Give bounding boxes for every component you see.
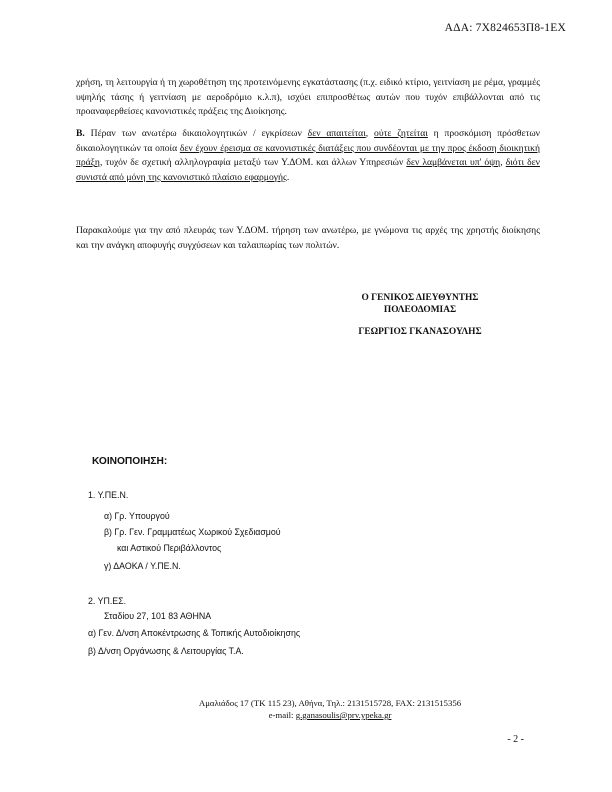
paragraph-request: Παρακαλούμε για την από πλευράς των Υ.ΔΟΜ. τήρηση των ανωτέρω, με γνώμονα τις αρχές της χρηστής διοίκησης και την ανάγκη αποφυγής συγχύσεων και ταλαιπωρίας των πολιτών. xyxy=(76,225,540,251)
distribution-group-2: 2. ΥΠ.ΕΣ. xyxy=(88,596,127,606)
paragraph-b-label: Β. xyxy=(76,128,85,139)
paragraph-b-text-6: . xyxy=(286,171,290,183)
distribution-group-2-address: Σταδίου 27, 101 83 ΑΘΗΝΑ xyxy=(104,611,212,621)
ada-code: ΑΔΑ: 7Χ824653Π8-1ΕΧ xyxy=(444,22,566,34)
signature-name: ΓΕΩΡΓΙΟΣ ΓΚΑΝΑΣΟΥΛΗΣ xyxy=(358,327,482,337)
footer-email-link[interactable]: g.ganasoulis@prv.ypeka.gr xyxy=(295,710,392,720)
footer-email-line xyxy=(100,710,560,721)
distribution-heading: ΚΟΙΝΟΠΟΙΗΣΗ: xyxy=(92,456,168,467)
footer-email-label: e-mail: xyxy=(268,710,296,720)
footer-address: Αμαλιάδος 17 (ΤΚ 115 23), Αθήνα, Τηλ.: 2131515728, FAX: 2131515356 xyxy=(198,698,462,708)
paragraph-b-underline-3: δεν έχουν έρεισμα σε κανονιστικές διατάξεις που συνδέονται με την προς έκδοση διοικητική πράξη xyxy=(76,142,540,169)
paragraph-b-text-5: , xyxy=(500,157,506,169)
paragraph-continuation: χρήση, τη λειτουργία ή τη χωροθέτηση της προτεινόμενης εγκατάστασης (π.χ. ειδικό κτίριο, γειτνίαση με ρέμα, γραμμές υψηλής τάσης ή γειτνίαση με αεροδρόμιο κ.λ.π), ισχύει επιπροσθέτως αυτών που τυχόν επιβάλλονται από τις προαναφερθείσες κανονιστικές πράξεις της Διοίκησης. xyxy=(76,77,540,118)
distribution-item-1b-line2: και Αστικού Περιβάλλοντος xyxy=(117,543,222,553)
paragraph-b-text-2: , xyxy=(365,128,375,139)
distribution-group-1: 1. Υ.ΠΕ.Ν. xyxy=(88,490,129,500)
distribution-item-1c: γ) ΔΑΟΚΑ / Υ.ΠΕ.Ν. xyxy=(104,561,181,571)
signature-title-line-2: ΠΟΛΕΟΔΟΜΙΑΣ xyxy=(383,305,457,315)
paragraph-b-text-4: , τυχόν δε σχετική αλληλογραφία μεταξύ των Υ.ΔΟΜ. και άλλων Υπηρεσιών xyxy=(99,157,407,169)
paragraph-b xyxy=(76,127,540,185)
signature-title xyxy=(300,292,540,316)
paragraph-b-underline-4: δεν λαμβάνεται υπ' όψη xyxy=(406,157,501,169)
signature-title-line-1: Ο ΓΕΝΙΚΟΣ ΔΙΕΥΘΥΝΤΗΣ xyxy=(361,293,479,303)
distribution-item-2b: β) Δ/νση Οργάνωσης & Λειτουργίας Τ.Α. xyxy=(88,646,244,656)
distribution-item-1a: α) Γρ. Υπουργού xyxy=(104,511,170,521)
paragraph-b-text-3: η προσκόμιση πρόσθετων δικαιολογητικών τα οποία xyxy=(76,128,541,154)
paragraph-b-underline-5: διότι δεν συνιστά από μόνη της κανονιστικό πλαίσιο εφαρμογής xyxy=(76,157,541,183)
page-number: - 2 - xyxy=(507,734,524,745)
paragraph-b-text-1: Πέραν των ανωτέρω δικαιολογητικών / εγκρίσεων xyxy=(84,128,308,139)
paragraph-b-underline-1: δεν απαιτείται xyxy=(307,128,366,139)
distribution-item-2a: α) Γεν. Δ/νση Αποκέντρωσης & Τοπικής Αυτοδιοίκησης xyxy=(88,628,301,638)
paragraph-b-underline-2: ούτε ζητείται xyxy=(374,128,428,139)
distribution-item-1b-line1: β) Γρ. Γεν. Γραμματέως Χωρικού Σχεδιασμού xyxy=(104,527,281,537)
